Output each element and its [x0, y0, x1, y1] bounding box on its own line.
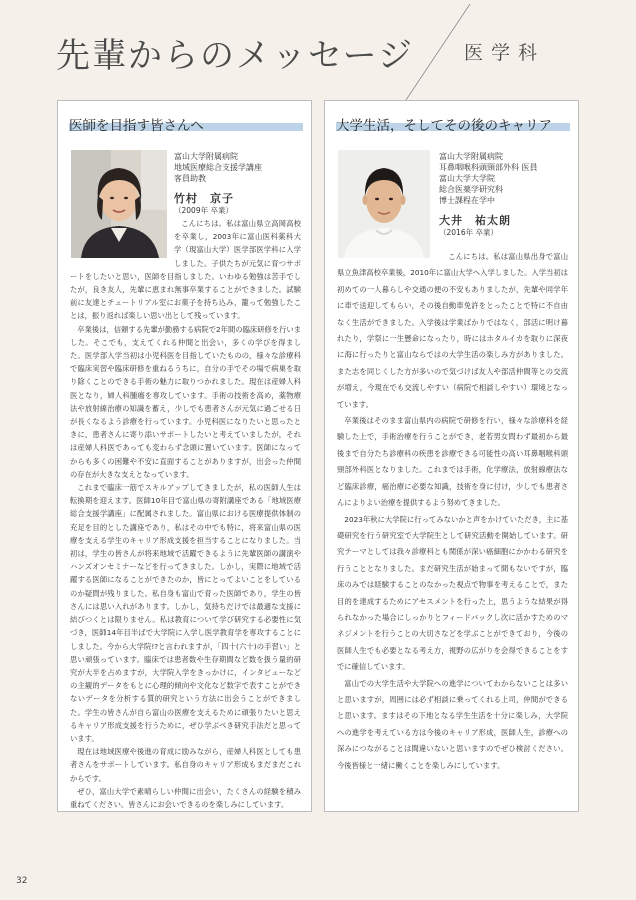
affiliation-department: 地域医療総合支援学講座: [174, 163, 262, 172]
enrollment-status: 博士課程在学中: [439, 196, 495, 205]
paragraph: 卒業後は，信頼する先輩が勤務する病院で2年間の臨床研修を行いました。そこでも，支えてくれる仲間と出会い，多くの学びを得ました。医学部入学当初は小児科医を目指していたものの，様々な診療科で臨床実習や臨床研修を重ねるうちに，自分の手でその場で病巣を取り除くことのできる手術の魅力に取りつかれました。現在は産婦人科医となり，婦人科腫瘍を専攻しています。手術の技術を高め，薬物療法や放射線治療の知識を蓄え，少しでも患者さんが元気に過ごせる日が長くなるよう診療を行っています。小児科医になりたいと思ったときに，患者さんに寄り添いサポートしたいと考えていましたが，それは産婦人科医であっても変わらず念頭に置いています。医師になってからも多くの困難や不安に直面することがありますが，出会った仲間の存在が大きな支えとなっています。: [70, 324, 301, 479]
person-name: 竹村 京子: [174, 192, 234, 205]
message-card-takemura: [57, 100, 312, 812]
paragraph: これまで臨床一筋でスキルアップしてきましたが，私の医師人生は転換期を迎えます。医師10年目で富山県の寄附講座である「地域医療総合支援学講座」に配属されました。富山県における医療提供体制の充足を目的とした講座であり，私はその中でも特に，将来富山県の医療を支える学生のキャリア形成支援を担当することになりました。当初は，学生の皆さんが将来地域で活躍できるように先輩医師の講演やハンズオンセミナーなどを行ってきました。しかし，実際に地域で活躍する医師になることができたのか，皆にとってよいことをしているのか疑問が残りました。私自身も富山で育った医師であり，学生の皆さんには思い入れがあります。しかし，気持ちだけでは最適な支援に結びつくとは限りません。私は教育について学び研究する必要性に気づき，医師14年目半ばで大学院に入学し医学教育学を専攻することにしました。今から大学院!?と言われますが，「四十(六十)の手習い」と思い頑張っています。臨床では患者数や生存期間など数を扱う量的研究が大半を占めますが，大学院入学をきっかけに，インタビューなどの主観的データをもとに心理的傾向や文化など数字で表すことができないデータを分析する質的研究という方法に出会うことができました。学生の皆さんが自ら富山の医療を支えるために頑張りたいと思えるキャリア形成支援を行うために，ぜひ学ぶべき研究手法だと思っています。: [70, 483, 301, 743]
affiliation-hospital: 富山大学附属病院: [174, 152, 238, 161]
section-heading: [69, 114, 303, 134]
paragraph: 現在は地域医療や後進の育成に励みながら，産婦人科医としても患者さんをサポートしています。私自身のキャリア形成もまだまだこれからです。: [70, 747, 301, 783]
graduation-year: （2009年 卒業）: [174, 206, 233, 215]
paragraph: こんにちは。私は富山県立高岡高校を卒業し，2003年に富山医科薬科大学（現富山大学）医学部医学科に入学しました。子供たちが元気に育つサポートをしたいと思い，医師を目指しました。いわゆる勉強は苦手でしたが，良き友人，先輩に恵まれ無事卒業することができました。試験前に友達とチュートリアル室にお菓子を持ち込み，籠って勉強したことは，振り返れば楽しい思い出として残っています。: [70, 219, 301, 321]
affiliation-hospital: 富山大学附属病院: [439, 152, 503, 161]
paragraph: こんにちは。私は富山県出身で富山県立魚津高校卒業後，2010年に富山大学へ入学しました。入学当初は初めての一人暮らしや交通の便の不安もありましたが，先輩や同学年に車で送迎してもらい，その後自動車免許をとったことで特に不自由なく生活ができました。入学後は学業ばかりではなく，部活に明け暮れたり，学祭に一生懸命になったり，時にはホタルイカを取りに深夜に海に行ったりと富山ならではの大学生活の楽しみ方がありました。また志を同じくした方が多いので気づけば友人や部活仲間等との交流が増え，今現在でも交流しやすい（病院で相談しやすい）環境となっています。: [337, 252, 568, 409]
graduation-year: （2016年 卒業）: [439, 228, 498, 237]
profile-block: [439, 151, 577, 238]
affiliation-research-course: 総合医薬学研究科: [439, 185, 503, 194]
message-body: [337, 249, 568, 774]
message-body: [70, 217, 301, 811]
position-title: 客員助教: [174, 174, 206, 183]
affiliation-graduate-school: 富山大学大学院: [439, 174, 495, 183]
profile-block: [174, 151, 304, 216]
page-number: 32: [16, 876, 28, 886]
section-heading: [336, 114, 570, 134]
section-heading-text: 大学生活，そしてその後のキャリア: [336, 118, 552, 134]
section-heading-text: 医師を目指す皆さんへ: [69, 118, 204, 134]
portrait-man-icon: [338, 150, 430, 258]
paragraph: 卒業後はそのまま富山県内の病院で研修を行い，様々な診療科を経験した上で，手術治療を行うことができ，老若男女問わず最初から最後まで自分たち診療科の疾患を診療できる可能性の高い耳鼻咽喉科頭頸部外科医となりました。これまでは手術，化学療法，放射線療法など臨床診療，癌治療に必要な知識，技術を身に付け，少しでも患者さんによりよい治療を提供するよう努めてきました。: [337, 416, 568, 508]
paragraph: 2023年秋に大学院に行ってみないかと声をかけていただき，主に基礎研究を行う研究室で大学院生として研究活動を開始しています。研究テーマとしては我々診療科とも関係が深い癌細胞にかかわる研究を行うこととなりました。まだ研究生活が始まって間もないですが，臨床のみでは経験することのなかった視点で物事を考えることで，また目的を達成するためにアセスメントを行った上，思うような結果が得られなかった場合にしっかりとフィードバックし次に活かすためのマネジメントを行うことの大切さなどを学ぶことができており，今後の医師人生でも必要となる考え方，視野の広がりを会得できることをすでに確信しています。: [337, 514, 568, 672]
paragraph: ぜひ，富山大学で素晴らしい仲間に出会い，たくさんの経験を積み重ねてください。皆さんにお会いできるのを楽しみにしています。: [70, 786, 301, 809]
message-card-oi: [324, 100, 579, 812]
department-label: 医学科: [464, 42, 546, 64]
paragraph: 富山での大学生活や大学院への進学についてわからないことは多いと思いますが，周囲には必ず相談に乗ってくれる上司，仲間ができると思います。ますはその下地となる学生生活を十分に楽しみ，大学院への進学を考えている方は今後のキャリア形成，医師人生，診療への深みにつながることは間違いないと思いますのでぜひ検討ください。今後皆様と一緒に働くことを楽しみにしています。: [337, 678, 568, 770]
page-title: 先輩からのメッセージ: [56, 36, 414, 76]
affiliation-department: 耳鼻咽喉科頭頸部外科 医員: [439, 163, 538, 172]
person-name: 大井 祐太朗: [439, 214, 511, 227]
